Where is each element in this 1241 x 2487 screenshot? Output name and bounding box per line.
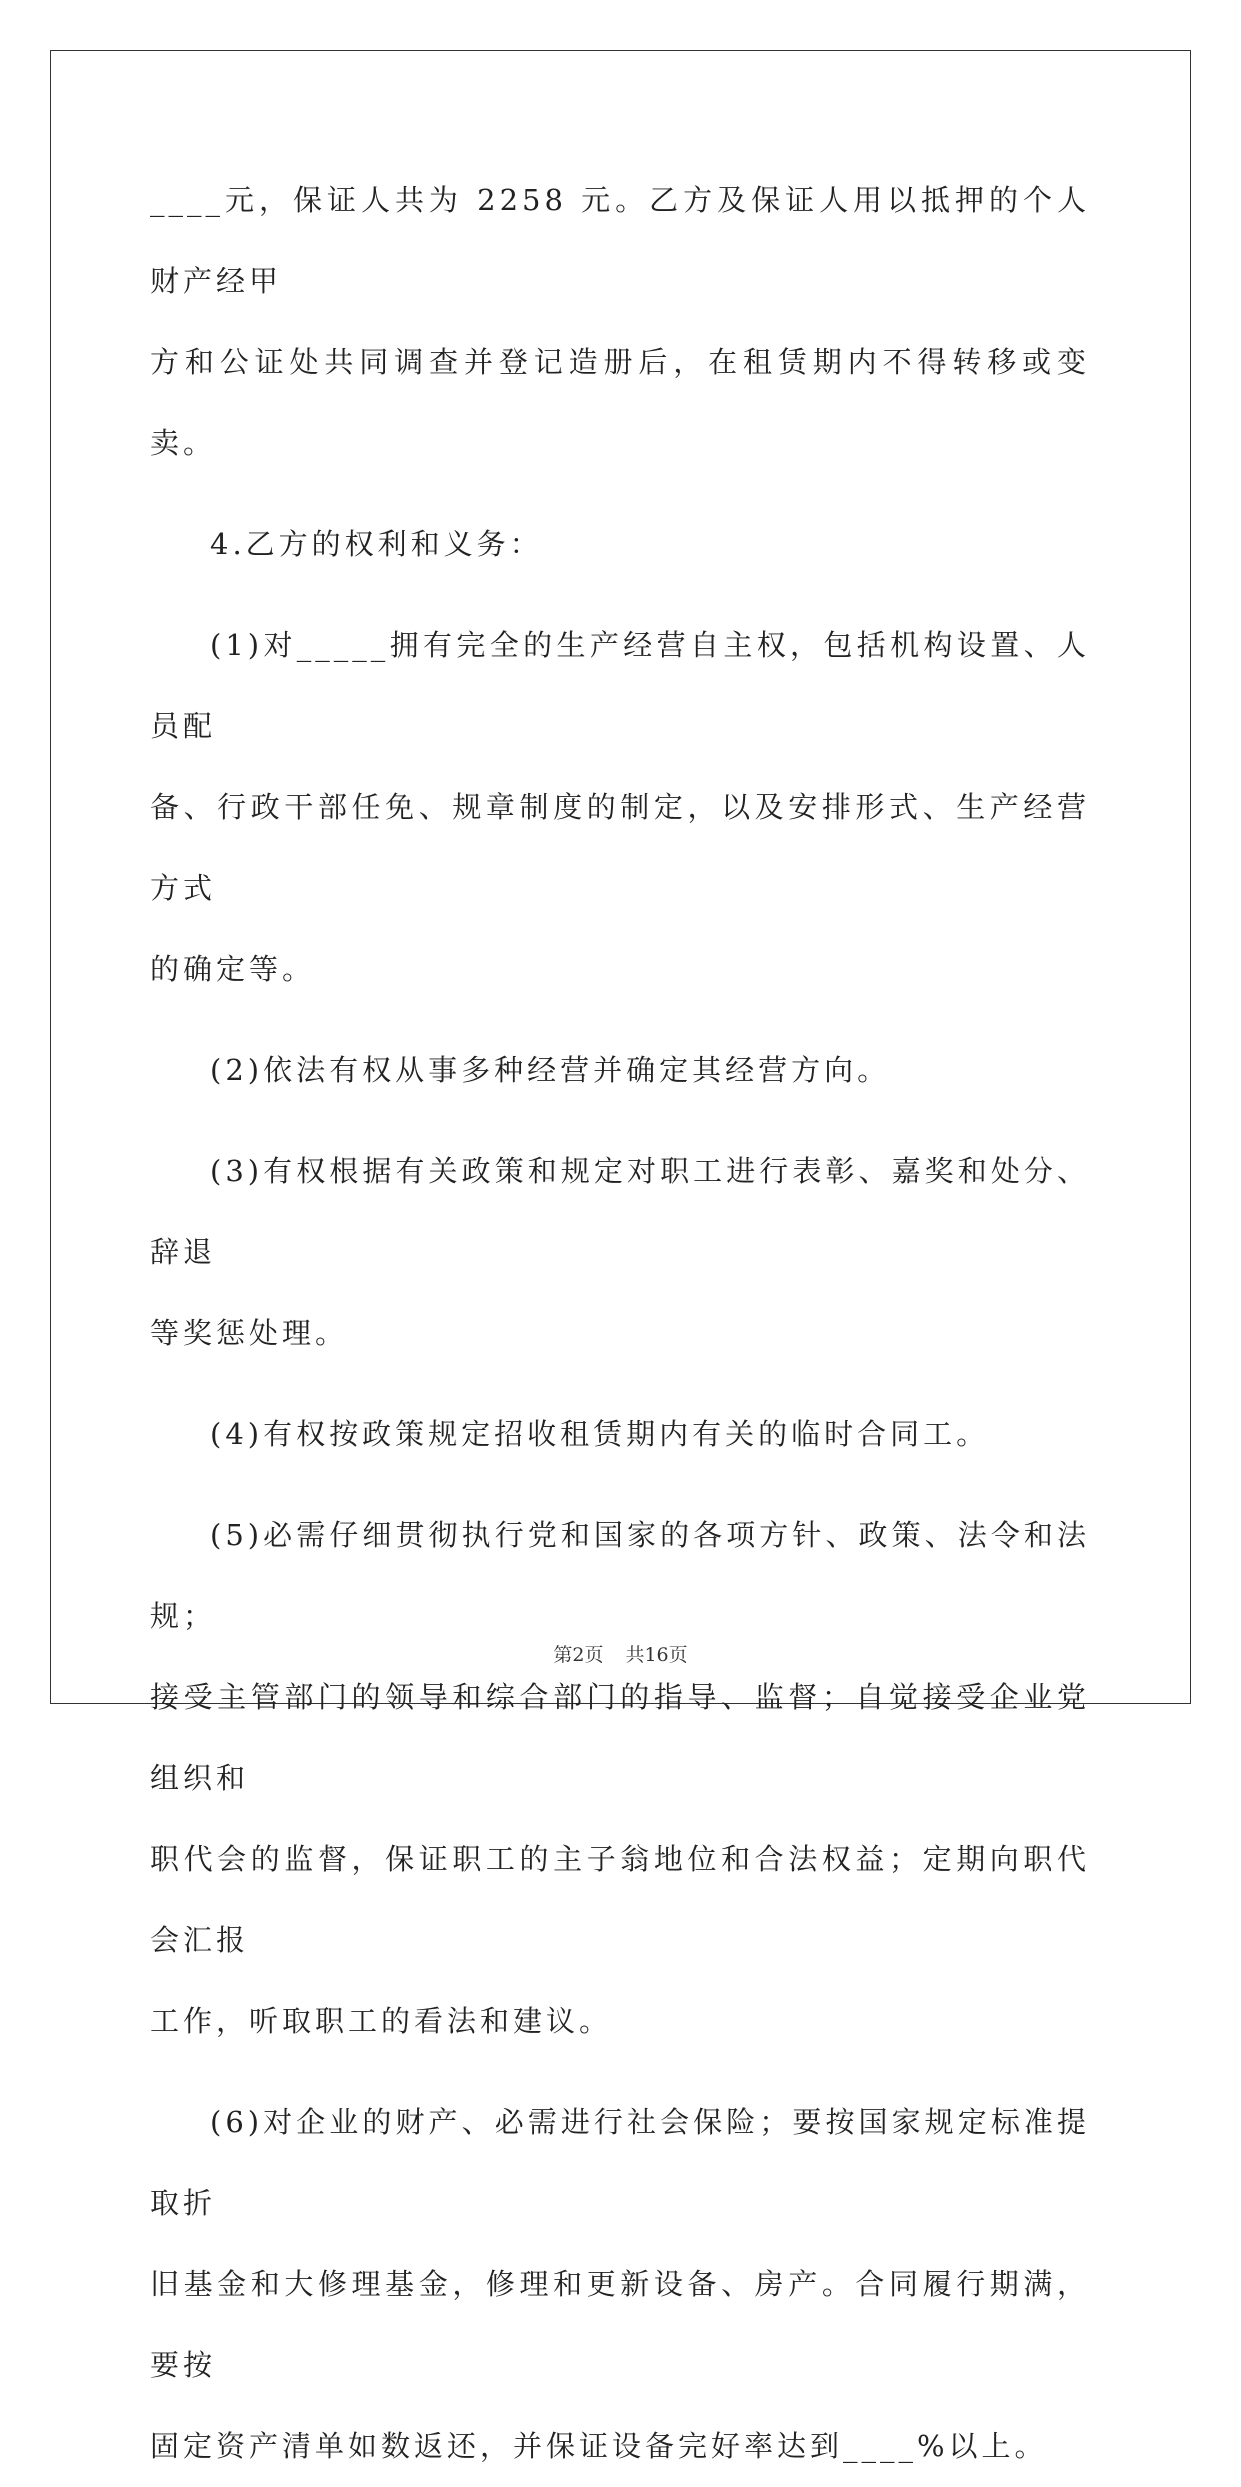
paragraph-line: 固定资产清单如数返还，并保证设备完好率达到____%以上。 — [150, 2429, 1048, 2463]
paragraph-line: (1)对_____拥有完全的生产经营自主权，包括机构设置、人员配 — [150, 628, 1090, 743]
page-footer — [0, 1640, 1241, 1667]
paragraph-line: (6)对企业的财产、必需进行社会保险；要按国家规定标准提取折 — [150, 2105, 1090, 2220]
section-heading: 4.乙方的权利和义务： — [210, 527, 543, 561]
paragraph-line: (5)必需仔细贯彻执行党和国家的各项方针、政策、法令和法规； — [150, 1518, 1090, 1633]
paragraph-line: (2)依法有权从事多种经营并确定其经营方向。 — [210, 1053, 891, 1087]
paragraph-line: 方和公证处共同调查并登记造册后，在租赁期内不得转移或变卖。 — [150, 345, 1090, 460]
paragraph-line: 备、行政干部任免、规章制度的制定，以及安排形式、生产经营方式 — [150, 790, 1090, 905]
paragraph-line: ____元，保证人共为 2258 元。乙方及保证人用以抵押的个人财产经甲 — [150, 183, 1090, 298]
paragraph-line: (4)有权按政策规定招收租赁期内有关的临时合同工。 — [210, 1417, 990, 1451]
paragraph-line: 接受主管部门的领导和综合部门的指导、监督；自觉接受企业党组织和 — [150, 1680, 1090, 1795]
paragraph-line: 等奖惩处理。 — [150, 1316, 349, 1350]
paragraph-line: 职代会的监督，保证职工的主子翁地位和合法权益；定期向职代会汇报 — [150, 1842, 1090, 1957]
paragraph-line: (3)有权根据有关政策和规定对职工进行表彰、嘉奖和处分、辞退 — [150, 1154, 1090, 1269]
paragraph-line: 工作，听取职工的看法和建议。 — [150, 2004, 613, 2038]
paragraph-line: 旧基金和大修理基金，修理和更新设备、房产。合同履行期满，要按 — [150, 2267, 1090, 2382]
paragraph-line: 的确定等。 — [150, 952, 316, 986]
document-body — [150, 160, 1090, 2487]
page-total: 共16页 — [625, 1644, 688, 1666]
page-number: 第2页 — [553, 1644, 604, 1666]
